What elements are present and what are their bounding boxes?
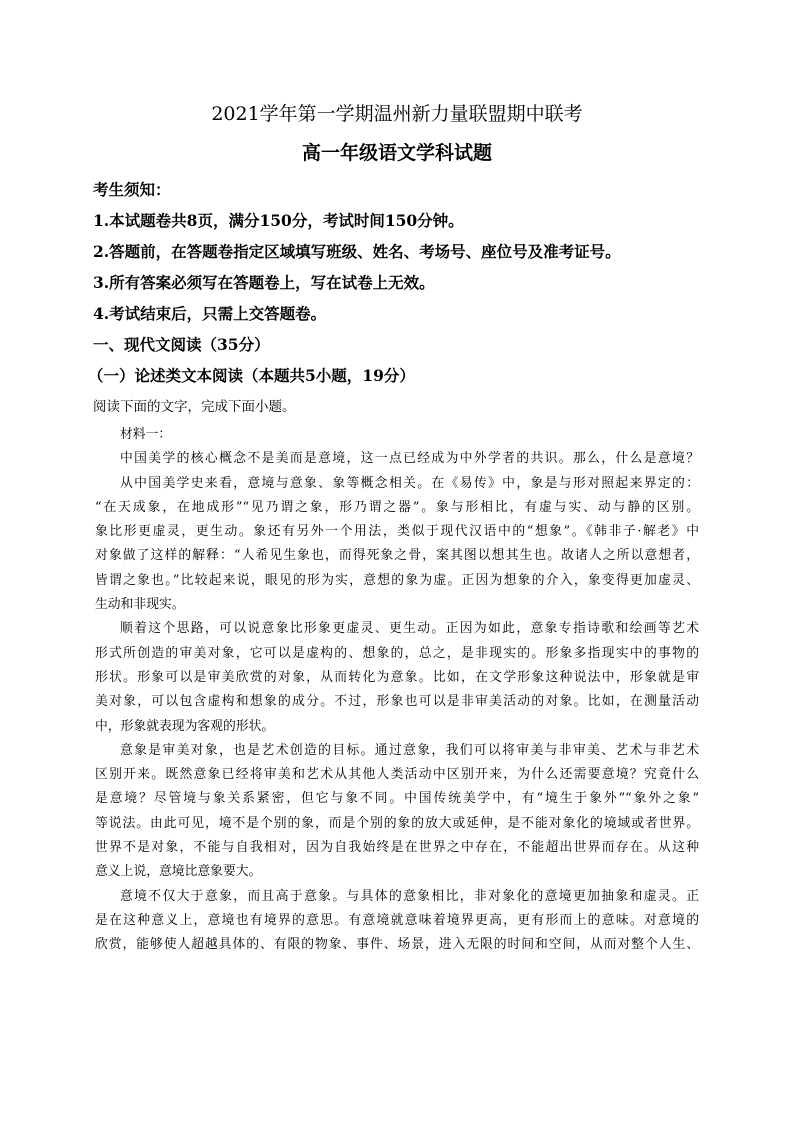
article-line: 意境不仅大于意象，而且高于意象。与具体的意象相比，非对象化的意境更加抽象和虚灵。正 <box>120 888 699 904</box>
notice-item-4: 4.考试结束后，只需上交答题卷。 <box>93 304 327 323</box>
article-body <box>95 423 699 958</box>
article-line: “在天成象，在地成形”“见乃谓之象，形乃谓之器”。象与形相比，有虚与实、动与静的区别。 <box>95 499 699 515</box>
article-line: 等说法。由此可见，境不是个别的象，而是个别的象的放大或延伸，是不能对象化的境域或者世界。 <box>95 815 699 831</box>
article-line: 意义上说，意境比意象要大。 <box>95 864 262 880</box>
article-line: 象比形更虚灵，更生动。象还有另外一个用法，类似于现代汉语中的“想象”。《韩非子·解老》中 <box>95 524 699 540</box>
article-line: 是意境？尽管境与象关系紧密，但它与象不同。中国传统美学中，有“境生于象外”“象外之象” <box>95 791 699 807</box>
article-line: 顺着这个思路，可以说意象比形象更虚灵、更生动。正因为如此，意象专指诗歌和绘画等艺术 <box>120 621 699 637</box>
article-line: 从中国美学史来看，意境与意象、象等概念相关。在《易传》中，象是与形对照起来界定的： <box>120 475 699 491</box>
article-line: 材料一： <box>120 427 172 442</box>
notice-item-3: 3.所有答案必须写在答题卷上，写在试卷上无效。 <box>93 273 435 292</box>
article-line: 是在这种意义上，意境也有境界的意思。有意境就意味着境界更高，更有形而上的意味。对意境的 <box>95 912 699 928</box>
article-line: 形状。形象可以是审美欣赏的对象，从而转化为意象。比如，在文学形象这种说法中，形象就是审 <box>95 669 699 685</box>
exam-subtitle: 高一年级语文学科试题 <box>301 142 492 164</box>
article-line: 区别开来。既然意象已经将审美和艺术从其他人类活动中区别开来，为什么还需要意境？究竟什么 <box>95 767 699 783</box>
article-line: 形式所创造的审美对象，它可以是虚构的、想象的，总之，是非现实的。形象多指现实中的事物的 <box>95 645 699 661</box>
article-line: 皆谓之象也。”比较起来说，眼见的形为实，意想的象为虚。正因为想象的介入，象变得更加虚灵、 <box>95 572 699 588</box>
notice-heading: 考生须知： <box>93 180 171 199</box>
exam-title: 2021学年第一学期温州新力量联盟期中联考 <box>211 103 583 125</box>
reading-instruction: 阅读下面的文字，完成下面小题。 <box>93 399 296 415</box>
notice-item-1: 1.本试题卷共8页，满分150分，考试时间150分钟。 <box>93 211 464 230</box>
article-line: 美对象，可以包含虚构和想象的成分。不过，形象也可以是非审美活动的对象。比如，在测量活动 <box>95 694 699 710</box>
article-line: 对象做了这样的解释：“人希见生象也，而得死象之骨，案其图以想其生也。故诸人之所以意想者， <box>95 548 699 564</box>
article-line: 欣赏，能够使人超越具体的、有限的物象、事件、场景，进入无限的时间和空间，从而对整个人生、 <box>95 937 699 953</box>
section-subheading: （一）论述类文本阅读（本题共5小题，19分） <box>88 366 415 385</box>
article-line: 世界不是对象，不能与自我相对，因为自我始终是在世界之中存在，不能超出世界而存在。从这种 <box>95 840 699 856</box>
article-line: 意象是审美对象，也是艺术创造的目标。通过意象，我们可以将审美与非审美、艺术与非艺术 <box>120 742 699 758</box>
article-line: 中国美学的核心概念不是美而是意境，这一点已经成为中外学者的共识。那么，什么是意境？ <box>120 451 699 467</box>
article-line: 生动和非现实。 <box>95 597 185 613</box>
article-line: 中，形象就表现为客观的形状。 <box>95 718 275 734</box>
section-heading: 一、现代文阅读（35分） <box>93 335 270 354</box>
notice-item-2: 2.答题前，在答题卷指定区域填写班级、姓名、考场号、座位号及准考证号。 <box>93 242 621 261</box>
